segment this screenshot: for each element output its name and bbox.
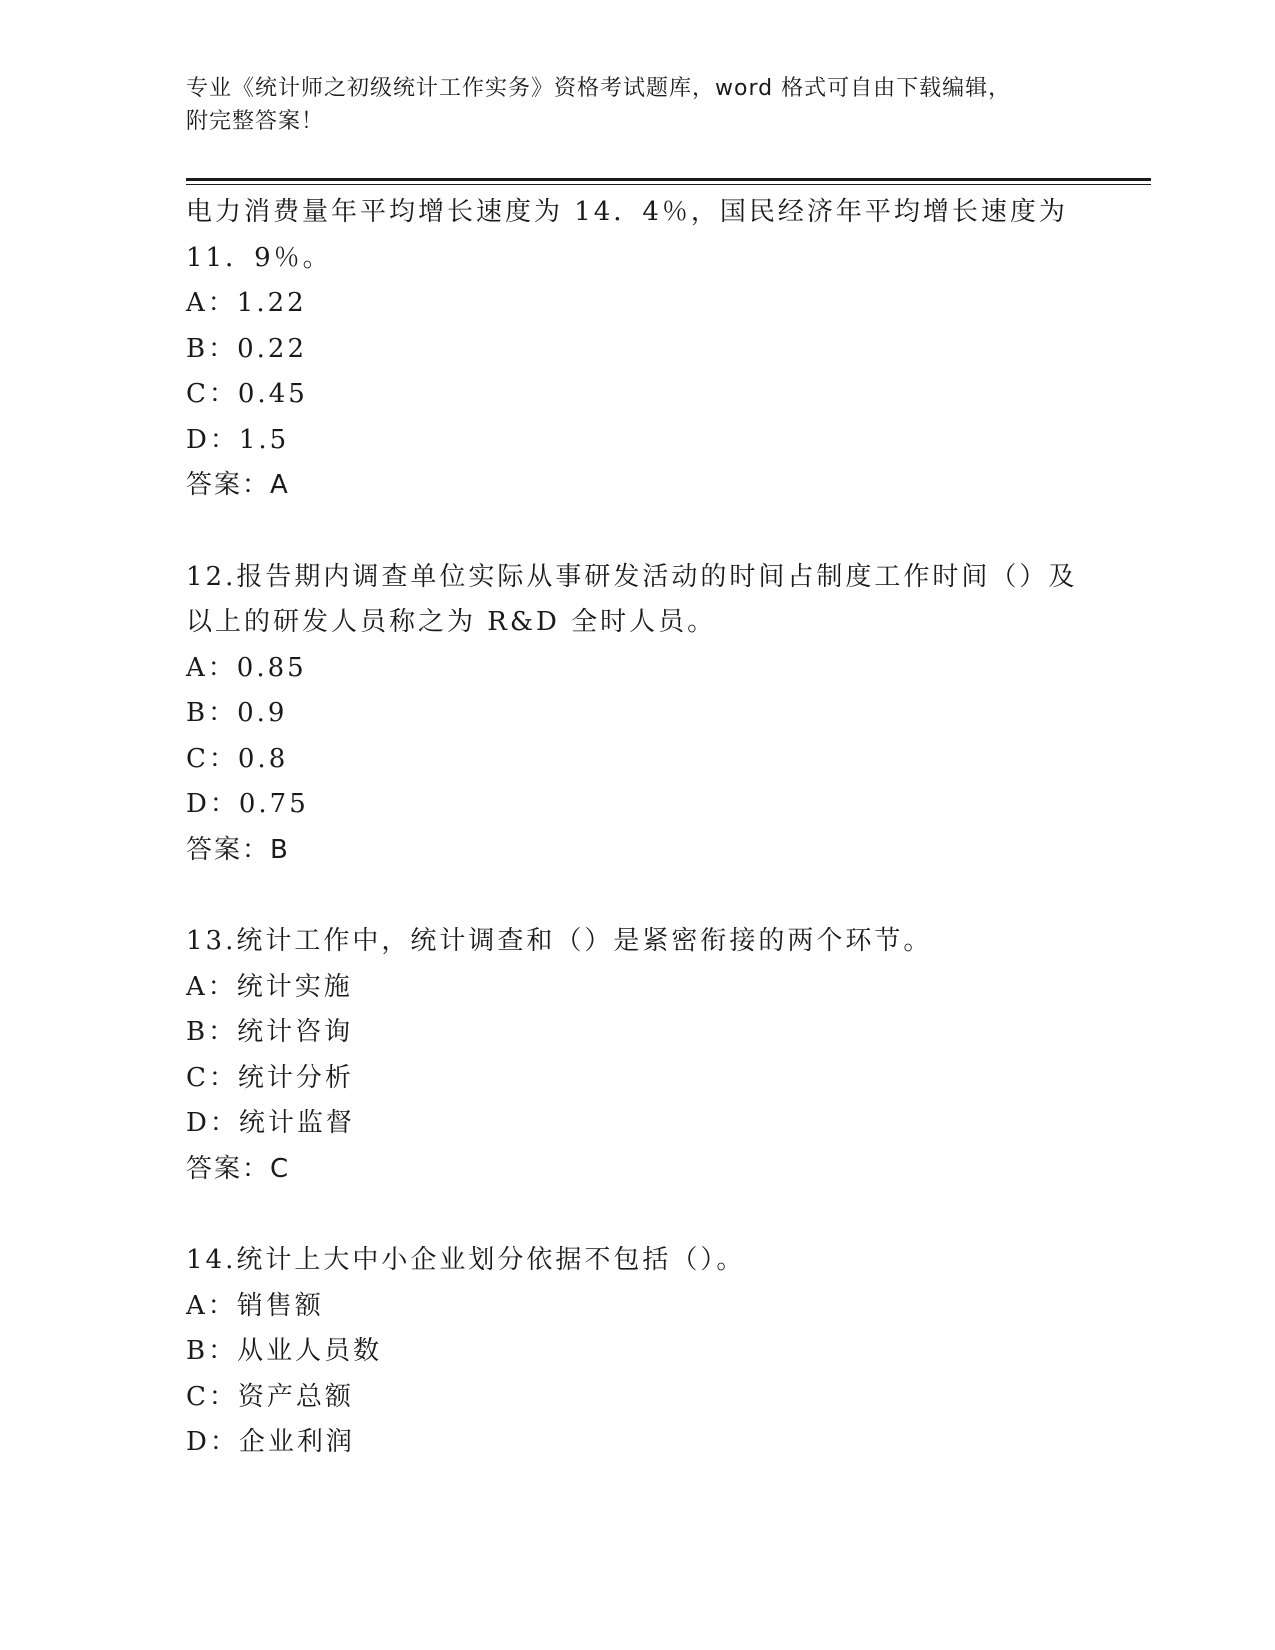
question-content — [186, 190, 1166, 1466]
question-stem: 以上的研发人员称之为 R&D 全时人员。 — [186, 607, 717, 637]
answer-line: 答案：B — [186, 834, 290, 865]
question-stem: 13.统计工作中，统计调查和（）是紧密衔接的两个环节。 — [186, 926, 933, 956]
option-d: D：1.5 — [186, 424, 290, 455]
answer-line: 答案：C — [186, 1153, 291, 1184]
header-divider-thick — [186, 178, 1151, 181]
question-stem: 11．9％。 — [186, 242, 332, 273]
option-c: C：0.8 — [186, 743, 289, 774]
question-14 — [186, 1238, 1166, 1466]
option-b: B：统计咨询 — [186, 1017, 354, 1047]
option-d: D：统计监督 — [186, 1108, 355, 1138]
option-d: D：企业利润 — [186, 1427, 355, 1457]
option-b: B：0.22 — [186, 333, 307, 364]
header-line-2: 附完整答案！ — [186, 109, 325, 134]
spacer — [186, 1192, 1166, 1238]
option-d: D：0.75 — [186, 789, 309, 819]
option-a: A：1.22 — [186, 288, 307, 318]
document-header — [186, 72, 1086, 138]
option-c: C：0.45 — [186, 379, 308, 409]
question-13 — [186, 919, 1166, 1192]
option-b: B：0.9 — [186, 698, 288, 728]
question-stem: 14.统计上大中小企业划分依据不包括（）。 — [186, 1245, 746, 1275]
option-c: C：资产总额 — [186, 1381, 354, 1412]
answer-line: 答案：A — [186, 470, 290, 500]
question-12 — [186, 555, 1166, 874]
option-a: A：销售额 — [186, 1290, 324, 1321]
header-line-1: 专业《统计师之初级统计工作实务》资格考试题库，word 格式可自由下载编辑， — [186, 76, 1012, 101]
question-stem: 12.报告期内调查单位实际从事研发活动的时间占制度工作时间（）及 — [186, 561, 1078, 592]
option-a: A：0.85 — [186, 652, 307, 683]
question-11 — [186, 190, 1166, 509]
spacer — [186, 873, 1166, 919]
spacer — [186, 509, 1166, 555]
header-divider-thin — [186, 184, 1151, 185]
question-stem: 电力消费量年平均增长速度为 14．4％，国民经济年平均增长速度为 — [186, 197, 1068, 227]
option-a: A：统计实施 — [186, 971, 353, 1002]
option-c: C：统计分析 — [186, 1062, 354, 1093]
option-b: B：从业人员数 — [186, 1336, 383, 1366]
